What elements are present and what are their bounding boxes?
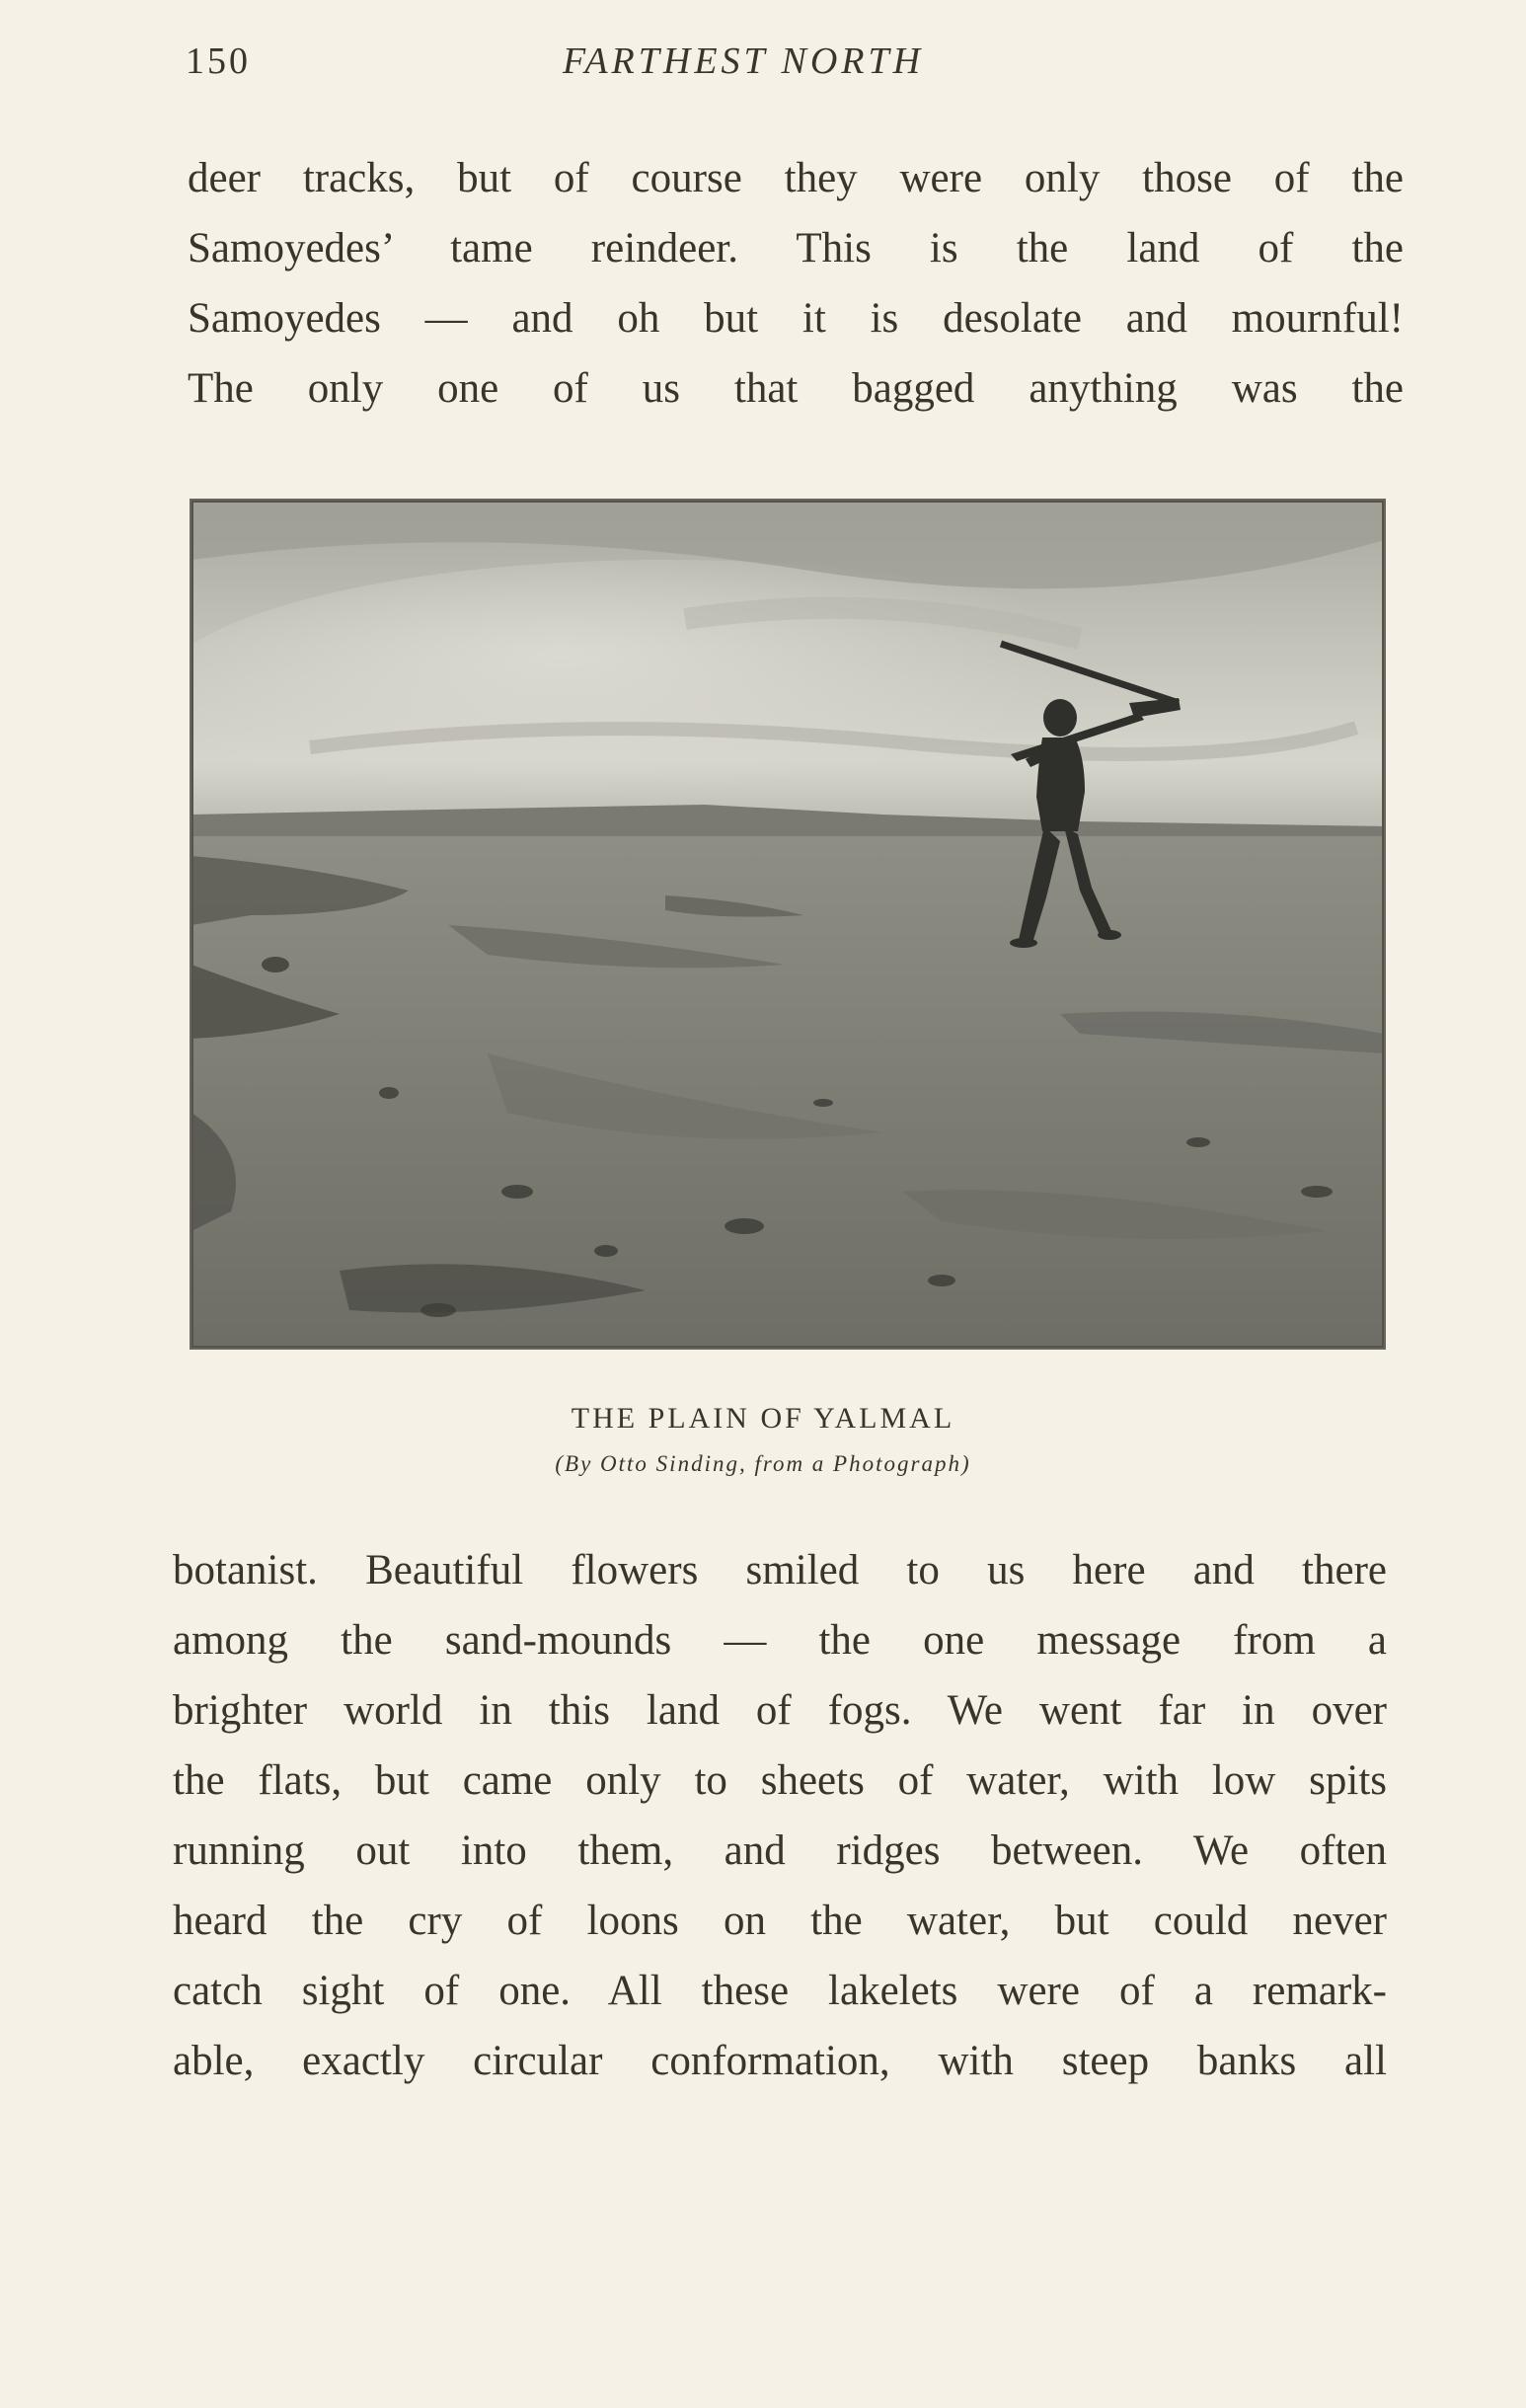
text-line: brighter world in this land of fogs. We went far in over — [173, 1687, 1387, 1734]
text-line: heard the cry of loons on the water, but could never — [173, 1898, 1387, 1944]
body-text-top — [188, 143, 1404, 424]
page-number: 150 — [186, 40, 251, 82]
text-line: The only one of us that bagged anything was the — [188, 365, 1404, 412]
figure-caption-credit: (By Otto Sinding, from a Photograph) — [555, 1451, 971, 1476]
text-line: Samoyedes — and oh but it is desolate and mournful! — [188, 295, 1404, 342]
text-line: Samoyedes’ tame reindeer. This is the land of the — [188, 225, 1404, 272]
body-text-bottom — [173, 1535, 1387, 2096]
figure-caption-title: THE PLAIN OF YALMAL — [571, 1402, 955, 1435]
text-line: catch sight of one. All these lakelets were of a remark- — [173, 1968, 1387, 2014]
plate-illustration — [190, 499, 1386, 1350]
text-line: able, exactly circular conformation, with steep banks all — [173, 2038, 1387, 2084]
text-line: botanist. Beautiful flowers smiled to us here and there — [173, 1547, 1387, 1593]
running-head: FARTHEST NORTH — [563, 40, 925, 82]
text-line: among the sand-mounds — the one message from a — [173, 1617, 1387, 1664]
text-line: the flats, but came only to sheets of water, with low spits — [173, 1757, 1387, 1804]
text-line: deer tracks, but of course they were only those of the — [188, 155, 1404, 201]
plain-landscape-picture — [191, 501, 1384, 1348]
text-line: running out into them, and ridges between. We often — [173, 1827, 1387, 1874]
